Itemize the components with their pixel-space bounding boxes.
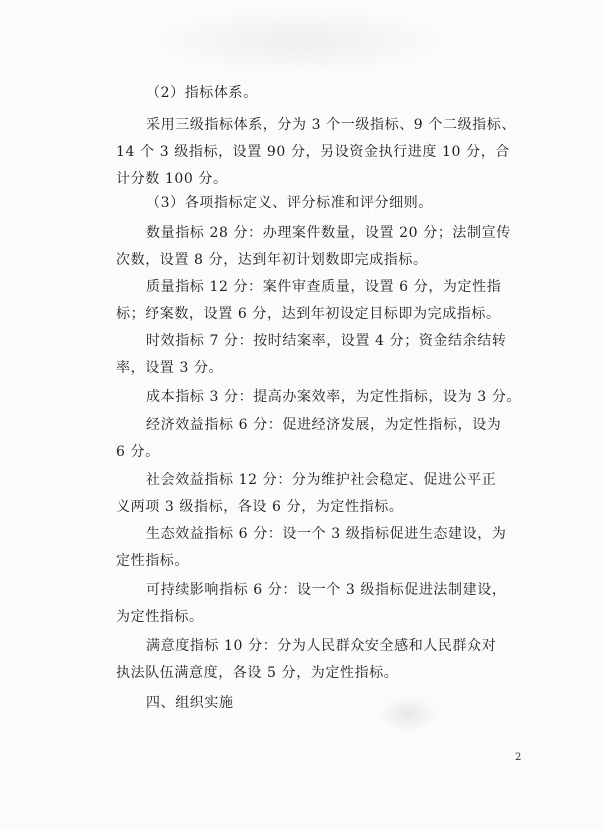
text-line: 质量指标 12 分：案件审查质量，设置 6 分，为定性指 <box>146 279 502 295</box>
paragraph-definitions-heading <box>116 190 526 217</box>
text-line: 14 个 3 级指标，设置 90 分，另设资金执行进度 10 分，合 <box>116 144 510 160</box>
text-line: 率，设置 3 分。 <box>116 360 224 376</box>
paragraph-cost-indicator <box>116 384 526 411</box>
text-line: 标；纾案数，设置 6 分，达到年初设定目标即为完成指标。 <box>116 306 501 322</box>
text-line: 为定性指标。 <box>116 609 204 625</box>
scan-smudge <box>378 695 438 733</box>
text-line: 定性指标。 <box>116 553 189 569</box>
paragraph-three-level-system <box>116 112 526 193</box>
text-line: 可持续影响指标 6 分：设一个 3 级指标促进法制建设， <box>146 582 507 598</box>
paragraph-satisfaction-indicator <box>116 633 526 687</box>
text-line: 义两项 3 级指标，各设 6 分，为定性指标。 <box>116 499 404 515</box>
paragraph-indicator-system <box>116 80 526 107</box>
paragraph-economic-indicator <box>116 412 526 466</box>
text-line: （2）指标体系。 <box>146 85 258 101</box>
bleed-through-mark <box>150 6 450 76</box>
text-line: 社会效益指标 12 分：分为维护社会稳定、促进公平正 <box>146 472 497 488</box>
text-line: 经济效益指标 6 分：促进经济发展，为定性指标，设为 <box>146 417 502 433</box>
paragraph-timeliness-indicator <box>116 328 526 382</box>
text-line: 时效指标 7 分：按时结案率，设置 4 分；资金结余结转 <box>146 333 507 349</box>
text-line: （3）各项指标定义、评分标准和评分细则。 <box>146 195 433 211</box>
paragraph-sustainability-indicator <box>116 577 526 631</box>
paragraph-quantity-indicator <box>116 220 526 274</box>
text-line: 采用三级指标体系，分为 3 个一级指标、9 个二级指标、 <box>146 117 516 133</box>
text-line: 执法队伍满意度，各设 5 分，为定性指标。 <box>116 665 399 681</box>
text-line: 生态效益指标 6 分：设一个 3 级指标促进生态建设，为 <box>146 526 507 542</box>
text-line: 四、组织实施 <box>146 695 234 711</box>
paragraph-ecological-indicator <box>116 521 526 575</box>
text-line: 6 分。 <box>116 444 160 460</box>
text-line: 次数，设置 8 分，达到年初计划数即完成指标。 <box>116 252 428 268</box>
paragraph-social-indicator <box>116 467 526 521</box>
text-line: 数量指标 28 分：办理案件数量，设置 20 分；法制宣传 <box>146 225 511 241</box>
text-line: 成本指标 3 分：提高办案效率，为定性指标，设为 3 分。 <box>146 389 522 405</box>
section-heading-organization <box>116 690 526 717</box>
text-line: 计分数 100 分。 <box>116 171 228 187</box>
text-line: 满意度指标 10 分：分为人民群众安全感和人民群众对 <box>146 638 497 654</box>
paragraph-quality-indicator <box>116 274 526 328</box>
page-number: 2 <box>515 752 522 763</box>
